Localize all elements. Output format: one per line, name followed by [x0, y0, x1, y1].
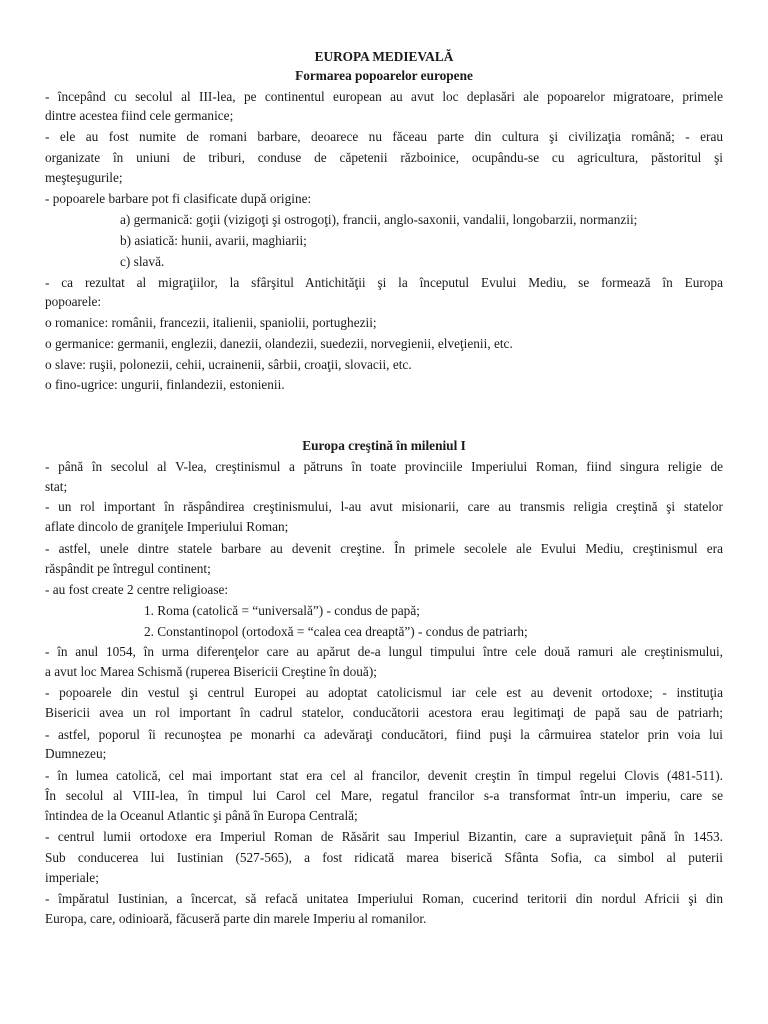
paragraph-line: a avut loc Marea Schismă (ruperea Bisericii Creştine în două);: [45, 664, 377, 679]
document-title: EUROPA MEDIEVALĂ: [314, 49, 454, 64]
paragraph-line: organizate în uniuni de triburi, conduse de căpetenii războinice, ocupându-se cu agricultura, păstoritul şi: [45, 150, 723, 165]
paragraph-line: - un rol important în răspândirea creştinismului, l-au avut misionarii, care au transmis religia creştină şi statelor: [45, 499, 723, 514]
list-item: b) asiatică: hunii, avarii, maghiarii;: [120, 233, 307, 248]
paragraph-line: - ele au fost numite de romani barbare, deoarece nu făceau parte din cultura şi civilizaţia română; - erau: [45, 129, 723, 144]
paragraph-line: Bisericii avea un rol important în cadrul statelor, conducătorii acestora erau legitimaţi de papă sau de patriarh;: [45, 705, 723, 720]
paragraph-line: - au fost create 2 centre religioase:: [45, 582, 229, 597]
list-item: a) germanică: goţii (vizigoţi şi ostrogoţi), francii, anglo-saxonii, vandalii, longobarzii, normanzii;: [120, 212, 638, 227]
paragraph-line: - ca rezultat al migraţiilor, la sfârşitul Antichităţii şi la începutul Evului Mediu, se formează în Europa: [45, 275, 723, 290]
paragraph-line: imperiale;: [45, 870, 99, 885]
list-item: o romanice: românii, francezii, italienii, spaniolii, portughezii;: [45, 315, 377, 330]
paragraph-line: Sub conducerea lui Iustinian (527-565), a fost ridicată marea biserică Sfânta Sofia, ca simbol al puterii: [45, 850, 723, 865]
section-heading-europa-crestina: Europa creştină în mileniul I: [302, 438, 466, 453]
section-heading-formarea: Formarea popoarelor europene: [295, 68, 473, 83]
paragraph-line: Europa, care, odinioară, făcuseră parte din marele Imperiu al romanilor.: [45, 911, 427, 926]
paragraph-line: aflate dincolo de graniţele Imperiului Roman;: [45, 519, 289, 534]
paragraph-line: - până în secolul al V-lea, creştinismul a pătruns în toate provinciile Imperiului Roman, fiind singura religie de: [45, 459, 723, 474]
paragraph-line: - popoarele din vestul şi centrul Europei au adoptat catolicismul iar cele est au devenit ortodoxe; - instituţia: [45, 685, 723, 700]
paragraph-line: - în lumea catolică, cel mai important stat era cel al francilor, devenit creştin în timpul regelui Clovis (481-511).: [45, 768, 723, 783]
list-item: o fino-ugrice: ungurii, finlandezii, estonienii.: [45, 377, 285, 392]
paragraph-line: popoarele:: [45, 294, 102, 309]
paragraph-line: răspândit pe întregul continent;: [45, 561, 211, 576]
paragraph-line: - astfel, unele dintre statele barbare au devenit creştine. În primele secolele ale Evului Mediu, creştinismul era: [45, 541, 723, 556]
list-item: o germanice: germanii, englezii, danezii, olandezii, suedezii, norvegienii, elveţienii, etc.: [45, 336, 513, 351]
paragraph-line: stat;: [45, 479, 68, 494]
paragraph-line: - centrul lumii ortodoxe era Imperiul Roman de Răsărit sau Imperiul Bizantin, care a supravieţuit până în 1453.: [45, 829, 723, 844]
paragraph-line: În secolul al VIII-lea, în timpul lui Carol cel Mare, regatul francilor s-a transformat într-un imperiu, care se: [45, 788, 723, 803]
list-item: 2. Constantinopol (ortodoxă = “calea cea dreaptă”) - condus de patriarh;: [144, 624, 528, 639]
list-item: 1. Roma (catolică = “universală”) - condus de papă;: [144, 603, 420, 618]
paragraph-line: meşteşugurile;: [45, 170, 123, 185]
paragraph-line: - în anul 1054, în urma diferenţelor care au apărut de-a lungul timpului între cele două ramuri ale creştinismului,: [45, 644, 723, 659]
list-item: c) slavă.: [120, 254, 165, 269]
paragraph-line: - începând cu secolul al III-lea, pe continentul european au avut loc deplasări ale popoarelor migratoare, primele: [45, 89, 723, 104]
list-item: o slave: ruşii, polonezii, cehii, ucrainenii, sârbii, croaţii, slovacii, etc.: [45, 357, 412, 372]
paragraph-line: Dumnezeu;: [45, 746, 107, 761]
paragraph-line: - astfel, poporul îi recunoştea pe monarhi ca adevăraţi conducători, fiind puşi la cârmuirea statelor prin voia lui: [45, 727, 723, 742]
paragraph-line: - popoarele barbare pot fi clasificate după origine:: [45, 191, 312, 206]
paragraph-line: întindea de la Oceanul Atlantic şi până în Europa Centrală;: [45, 808, 358, 823]
paragraph-line: - împăratul Iustinian, a încercat, să refacă unitatea Imperiului Roman, cucerind teritorii din nordul Africii şi din: [45, 891, 723, 906]
paragraph-line: dintre acestea fiind cele germanice;: [45, 108, 234, 123]
